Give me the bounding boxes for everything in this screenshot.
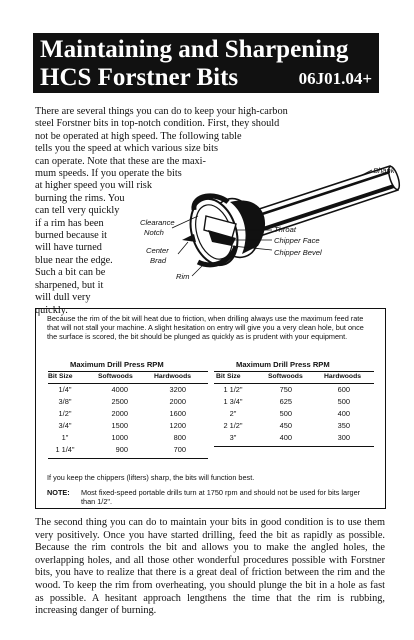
intro-line: sharpened, but it [35, 279, 104, 291]
label-center-brad-1: Center [146, 246, 169, 255]
chipper-sharp-note: If you keep the chippers (lifters) sharp, the bits will function best. [47, 473, 255, 482]
table-cell: 3/4" [58, 421, 72, 430]
table-cell: 1500 [111, 421, 128, 430]
table-cell: 2" [229, 409, 237, 418]
label-center-brad-2: Brad [150, 256, 167, 265]
intro-line: will dull very [35, 292, 91, 304]
label-shank: Shank [373, 166, 395, 175]
page-title-line-1: Maintaining and Sharpening [40, 36, 349, 63]
right-table-rule [214, 446, 374, 447]
right-col-softwoods: Softwoods [268, 373, 303, 380]
left-col-softwoods: Softwoods [98, 373, 133, 380]
table-cell: 3" [229, 433, 237, 442]
table-cell: 400 [337, 409, 350, 418]
right-table-rule [214, 371, 374, 372]
left-table-heading: Maximum Drill Press RPM [70, 360, 164, 369]
table-cell: 1" [61, 433, 69, 442]
table-cell: 2500 [111, 397, 128, 406]
intro-line: mum speeds. If you operate the bits [35, 168, 182, 180]
right-table-heading: Maximum Drill Press RPM [236, 360, 330, 369]
note-label: NOTE: [47, 488, 70, 497]
label-throat: Throat [274, 225, 296, 234]
intro-line: blue near the edge. [35, 254, 113, 266]
table-cell: 700 [173, 445, 186, 454]
table-cell: 900 [115, 445, 128, 454]
intro-line: quickly. [35, 304, 68, 316]
label-rim: Rim [176, 272, 190, 281]
table-cell: 500 [279, 409, 292, 418]
table-cell: 300 [337, 433, 350, 442]
intro-line: can tell very quickly [35, 205, 120, 217]
table-cell: 500 [337, 397, 350, 406]
table-cell: 3200 [169, 385, 186, 394]
body-paragraph: The second thing you can do to maintain your bits in good condition is to use them very positively. Once you have started drilling, feed the bit as rapidly as possible. Because the rim controls the bit and allows you to make the angled holes, the overlapping holes, and all those other wonderful procedures possible with Forstner bits, you have to realize that there is a great deal of friction between the rim and the wood. To keep the rim from overheating, you should plunge the bit in a hole as fast as possible. A hesitant approach lengthens the time that the rim is rubbing, increasing danger of burning. [35, 517, 385, 617]
table-cell: 1600 [169, 409, 186, 418]
left-table-rule [48, 371, 208, 372]
intro-line: at higher speed you will risk [35, 180, 152, 192]
table-cell: 2 1/2" [223, 421, 243, 430]
left-table-rule [48, 458, 208, 459]
intro-line: steel Forstner bits in top-notch condition. First, they should [35, 118, 280, 130]
label-chipper-bevel: Chipper Bevel [274, 248, 322, 257]
left-col-hardwoods: Hardwoods [154, 373, 192, 380]
table-cell: 400 [279, 433, 292, 442]
label-chipper-face: Chipper Face [274, 236, 320, 245]
table-cell: 4000 [111, 385, 128, 394]
portable-drill-note: Most fixed-speed portable drills turn at 1750 rpm and should not be used for bits larger than 1/2". [81, 488, 361, 507]
intro-line: burned because it [35, 230, 108, 242]
intro-line: There are several things you can do to keep your high-carbon [35, 106, 288, 117]
feed-rate-note: Because the rim of the bit will heat due to friction, when drilling always use the maximum feed rate that will not stall your machine. A slight hesitation on entry will give you a very clean hole, but once the surface is scored, the bit should be plunged as quickly as is prudent with your equipment. [47, 314, 364, 342]
title-banner [33, 33, 379, 93]
table-cell: 800 [173, 433, 186, 442]
intro-line: tells you the speed at which various size bits [35, 143, 219, 155]
table-cell: 1200 [169, 421, 186, 430]
table-cell: 1/4" [58, 385, 72, 394]
forstner-bit-diagram [132, 150, 414, 290]
intro-line: if a rim has been [35, 217, 104, 229]
table-cell: 450 [279, 421, 292, 430]
right-col-bit-size: Bit Size [216, 373, 241, 380]
table-cell: 1 3/4" [223, 397, 243, 406]
table-cell: 1 1/4" [55, 445, 75, 454]
table-cell: 3/8" [58, 397, 72, 406]
table-cell: 2000 [111, 409, 128, 418]
table-cell: 625 [279, 397, 292, 406]
table-cell: 1/2" [58, 409, 72, 418]
table-cell: 350 [337, 421, 350, 430]
table-cell: 600 [337, 385, 350, 394]
document-code: 06J01.04+ [298, 69, 372, 88]
table-cell: 1000 [111, 433, 128, 442]
label-clearance-notch-1: Clearance [140, 218, 175, 227]
label-clearance-notch-2: Notch [144, 228, 164, 237]
table-cell: 750 [279, 385, 292, 394]
left-col-bit-size: Bit Size [48, 373, 73, 380]
intro-line: can operate. Note that these are the maxi- [35, 155, 206, 167]
right-table-rule [214, 383, 374, 384]
table-cell: 1 1/2" [223, 385, 243, 394]
left-table-rule [48, 383, 208, 384]
intro-line: burning the rims. You [35, 192, 125, 204]
rpm-table-box [35, 308, 386, 509]
intro-line: not be operated at high speed. The following table [35, 130, 242, 142]
intro-line: Such a bit can be [35, 267, 106, 279]
right-col-hardwoods: Hardwoods [324, 373, 362, 380]
table-cell: 2000 [169, 397, 186, 406]
page-title-line-2: HCS Forstner Bits [40, 64, 239, 91]
intro-line: will have turned [35, 242, 102, 254]
